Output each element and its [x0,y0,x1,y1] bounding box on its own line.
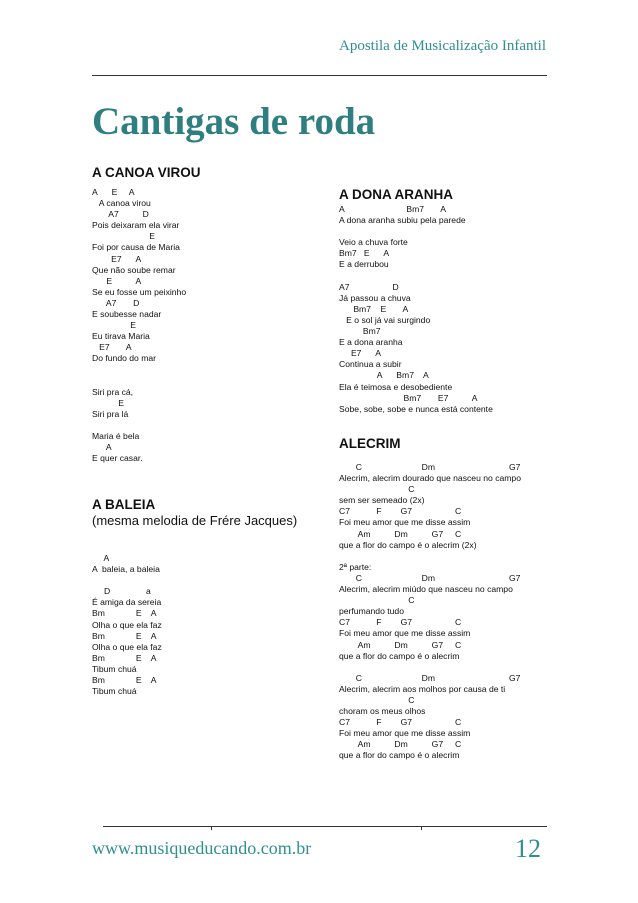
song-body-aranha: A Bm7 A A dona aranha subiu pela parede Veio a chuva forte Bm7 E A E a derrubou A7 D Já passou a chuva Bm7 E A E o sol já vai surgindo Bm7 E a dona aranha E7 A Continua a subir A Bm7 A Ela é teimosa e desobediente Bm7 E7 A Sobe, sobe, sobe e nunca está contente [339,204,493,414]
footer-divider [103,826,547,827]
page-heading: Cantigas de roda [92,100,376,143]
page-number: 12 [515,834,541,863]
footer-url: www.musiqueducando.com.br [92,838,312,858]
song-title-baleia: A BALEIA [92,497,156,512]
song-subtitle-baleia: (mesma melodia de Frére Jacques) [92,513,298,528]
song-body-canoa: A E A A canoa virou A7 D Pois deixaram ela virar E Foi por causa de Maria E7 A Que não soube remar E A Se eu fosse um peixinho A7 D E soubesse nadar E Eu tirava Maria E7 A Do fundo do mar Siri pra cá, E Siri pra lá Maria é bela A E quer casar. [92,187,187,464]
footer-divider-tick [211,826,212,830]
header-title: Apostila de Musicalização Infantil [338,38,546,54]
song-body-alecrim: C Dm G7 Alecrim, alecrim dourado que nasceu no campo C sem ser semeado (2x) C7 F G7 C Foi meu amor que me disse assim Am Dm G7 C que a flor do campo é o alecrim (2x) 2ª parte: C Dm G7 Alecrim, alecrim miúdo que nasceu no campo C perfumando tudo C7 F G7 C Foi meu amor que me disse assim Am Dm G7 C que a flor do campo é o alecrim C Dm G7 Alecrim, alecrim aos molhos por causa de ti C choram os meus olhos C7 F G7 C Foi meu amor que me disse assim Am Dm G7 C que a flor do campo é o alecrim [339,462,521,761]
song-title-alecrim: ALECRIM [339,436,401,451]
song-body-baleia: A A baleia, a baleia D a É amiga da sereia Bm E A Olha o que ela faz Bm E A Olha o que ela faz Bm E A Tibum chuá Bm E A Tibum chuá [92,553,162,697]
footer-divider-tick [421,826,422,830]
header-divider [92,75,547,76]
song-title-aranha: A DONA ARANHA [339,187,453,202]
song-title-canoa: A CANOA VIROU [92,165,201,180]
